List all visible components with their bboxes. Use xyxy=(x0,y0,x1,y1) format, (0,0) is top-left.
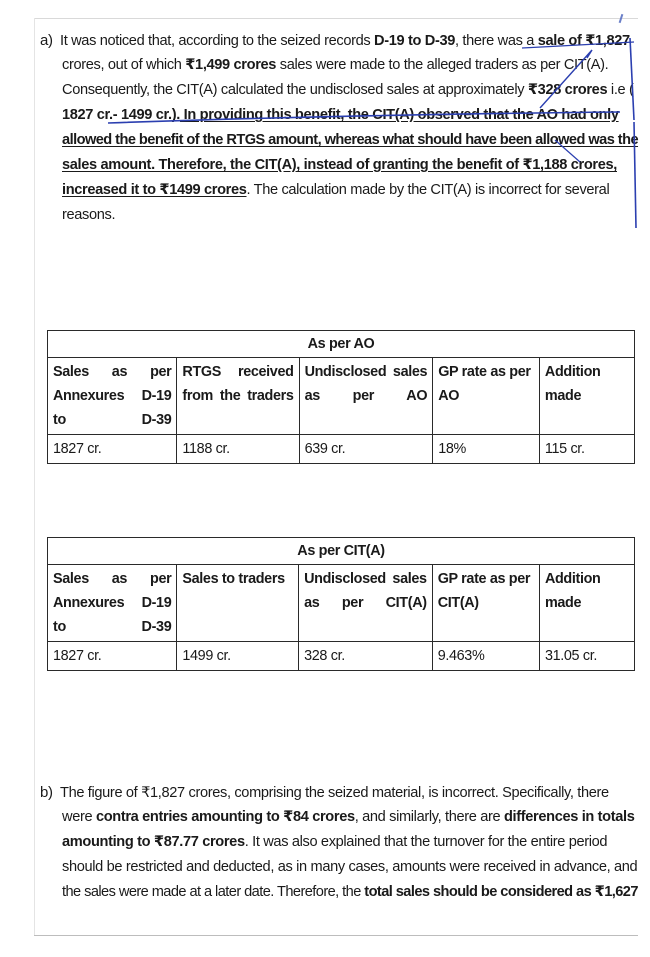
bold-run: sale of ₹1,827 xyxy=(537,33,630,49)
table-cell: 18% xyxy=(433,435,540,464)
paragraph-a-line-2 xyxy=(40,53,638,78)
paragraph-a-line-1 xyxy=(40,28,638,53)
bold-run: ₹1,499 crores xyxy=(185,57,277,73)
text-run: sales were made to the alleged traders as per CIT(A). xyxy=(276,57,609,73)
paragraph-b-label: b) xyxy=(40,784,53,801)
table-cell: 1499 cr. xyxy=(177,642,299,671)
column-header: Sales as per Annexures D-19 to D-39 xyxy=(48,358,177,435)
text-run: i.e ( xyxy=(607,82,634,98)
bold-run: contra entries amounting to ₹84 crores xyxy=(95,809,355,825)
text-run: should be restricted and deducted, as in many cases, amounts were received in advance, and xyxy=(62,859,638,875)
table-cell: 1827 cr. xyxy=(48,435,177,464)
bold-run: 1827 cr.- 1499 cr.). xyxy=(62,107,180,123)
bold-run: amounting to ₹87.77 crores xyxy=(62,834,245,850)
paragraph-b-line-2 xyxy=(40,805,638,830)
paragraph-a-line-4 xyxy=(40,103,638,128)
underlined-run: increased it to ₹1499 crores xyxy=(62,182,247,198)
page-border-left xyxy=(34,18,35,936)
table-as-per-cita xyxy=(47,537,635,671)
paragraph-a-line-3 xyxy=(40,78,638,103)
paragraph-a-line-7 xyxy=(40,178,638,203)
text-run: . It was also explained that the turnover for the entire period xyxy=(244,834,608,850)
table-caption: As per CIT(A) xyxy=(48,538,635,565)
paragraph-a-line-6 xyxy=(40,153,638,178)
table-cell: 639 cr. xyxy=(299,435,433,464)
paragraph-b-line-4 xyxy=(40,855,638,880)
table-header-row xyxy=(48,358,635,435)
text-run: It was noticed that, according to the seized records xyxy=(60,33,375,49)
paragraph-a-line-5 xyxy=(40,128,638,153)
underlined-run: sales amount. Therefore, the CIT(A), instead of granting the benefit of ₹1,188 crores, xyxy=(62,157,617,173)
paragraph-b-line-1 xyxy=(40,780,638,805)
column-header: Addition made xyxy=(539,358,634,435)
paragraph-a-label: a) xyxy=(40,32,53,49)
page-border-top xyxy=(34,18,638,19)
column-header: Undisclosed sales as per AO xyxy=(299,358,433,435)
bold-run: ₹328 crores xyxy=(527,82,608,98)
table-row xyxy=(48,642,635,671)
table-cell: 9.463% xyxy=(432,642,539,671)
text-run: reasons. xyxy=(62,207,116,223)
column-header: Undisclosed sales as per CIT(A) xyxy=(299,565,433,642)
paragraph-b-line-3 xyxy=(40,830,638,855)
column-header: GP rate as per CIT(A) xyxy=(432,565,539,642)
text-run: The figure of ₹1,827 crores, comprising the seized material, is incorrect. Specifically, there xyxy=(60,785,609,801)
table-cell: 31.05 cr. xyxy=(539,642,634,671)
table-cell: 1827 cr. xyxy=(48,642,177,671)
underlined-run: In providing this benefit, the CIT(A) observed that the AO had only xyxy=(179,107,619,123)
text-run: . The calculation made by the CIT(A) is incorrect for several xyxy=(246,182,610,198)
table-row xyxy=(48,435,635,464)
column-header: Sales as per Annexures D-19 to D-39 xyxy=(48,565,177,642)
column-header: Addition made xyxy=(539,565,634,642)
column-header: Sales to traders xyxy=(177,565,299,642)
text-run: , and similarly, there are xyxy=(354,809,504,825)
paragraph-a-line-8 xyxy=(40,203,638,228)
text-run: the sales were made at a later date. Therefore, the xyxy=(62,884,365,900)
table-cell: 328 cr. xyxy=(299,642,433,671)
bold-run: differences in totals xyxy=(503,809,635,825)
table-as-per-ao xyxy=(47,330,635,464)
column-header: GP rate as per AO xyxy=(433,358,540,435)
table-caption: As per AO xyxy=(48,331,635,358)
table-cell: 115 cr. xyxy=(539,435,634,464)
text-run: , there was a xyxy=(455,33,538,49)
text-run: crores, out of which xyxy=(62,57,186,73)
page-border-bottom xyxy=(34,935,638,936)
paragraph-b-line-5 xyxy=(40,880,638,905)
column-header: RTGS received from the traders xyxy=(177,358,299,435)
bold-run: total sales should be considered as ₹1,627 xyxy=(364,884,638,900)
bold-run: D-19 to D-39 xyxy=(374,33,455,49)
text-run: Consequently, the CIT(A) calculated the undisclosed sales at approximately xyxy=(62,82,528,98)
text-run: were xyxy=(62,809,96,825)
underlined-run: allowed the benefit of the RTGS amount, whereas what should have been allowed was the xyxy=(62,132,639,148)
table-cell: 1188 cr. xyxy=(177,435,299,464)
paragraph-b xyxy=(40,780,638,905)
table-header-row xyxy=(48,565,635,642)
paragraph-a xyxy=(40,28,638,228)
